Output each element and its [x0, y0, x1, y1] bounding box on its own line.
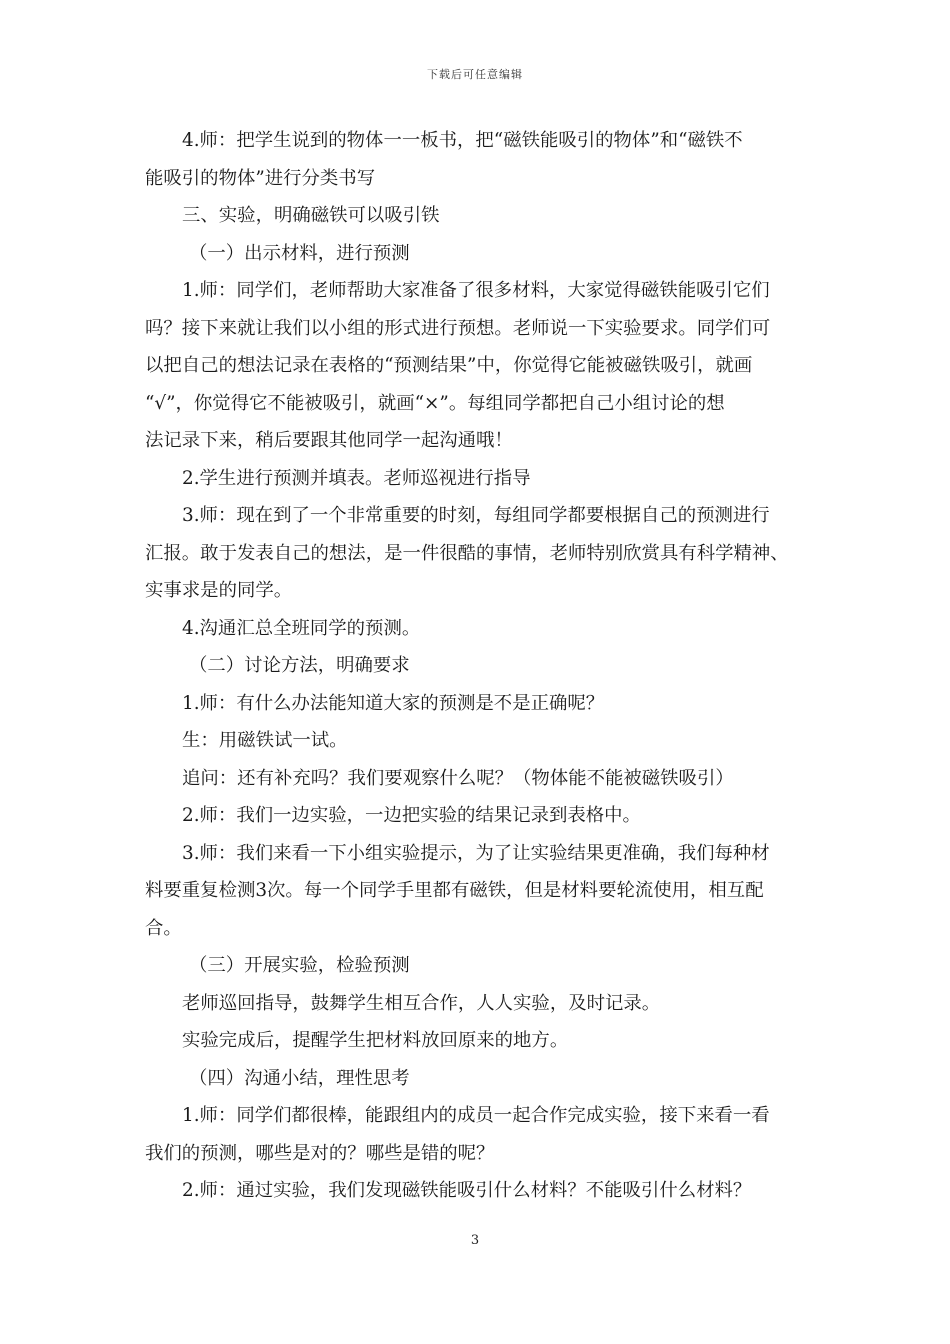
text-line: 追问：还有补充吗？我们要观察什么呢？（物体能不能被磁铁吸引） — [182, 767, 734, 789]
text-line: “√”，你觉得它不能被吸引，就画“×”。每组同学都把自己小组讨论的想 — [145, 392, 725, 414]
text-line: 我们的预测，哪些是对的？哪些是错的呢？ — [145, 1142, 495, 1164]
text-line: 1.师：同学们，老师帮助大家准备了很多材料，大家觉得磁铁能吸引它们 — [182, 280, 770, 301]
document-body — [145, 122, 807, 1210]
text-line: 汇报。敢于发表自己的想法，是一件很酷的事情，老师特别欣赏具有科学精神、 — [145, 542, 789, 564]
text-line: 2.师：通过实验，我们发现磁铁能吸引什么材料？不能吸引什么材料？ — [182, 1180, 752, 1201]
text-line: 3.师：现在到了一个非常重要的时刻，每组同学都要根据自己的预测进行 — [182, 505, 770, 526]
text-line: 吗？接下来就让我们以小组的形式进行预想。老师说一下实验要求。同学们可 — [145, 317, 771, 339]
text-line: 生：用磁铁试一试。 — [182, 730, 348, 751]
text-line: 实验完成后，提醒学生把材料放回原来的地方。 — [182, 1030, 569, 1051]
text-line: 2.学生进行预测并填表。老师巡视进行指导 — [182, 467, 531, 489]
text-line: 老师巡回指导，鼓舞学生相互合作，人人实验，及时记录。 — [182, 992, 661, 1014]
text-line: 料要重复检测3次。每一个同学手里都有磁铁，但是材料要轮流使用，相互配 — [145, 880, 764, 901]
text-line: 法记录下来，稍后要跟其他同学一起沟通哦！ — [145, 430, 513, 451]
text-line: 4.沟通汇总全班同学的预测。 — [182, 617, 421, 639]
text-line: 1.师：同学们都很棒，能跟组内的成员一起合作完成实验，接下来看一看 — [182, 1105, 770, 1126]
text-line: 以把自己的想法记录在表格的“预测结果”中，你觉得它能被磁铁吸引，就画 — [145, 355, 753, 376]
text-line: 3.师：我们来看一下小组实验提示，为了让实验结果更准确，我们每种材 — [182, 842, 770, 864]
text-line: 合。 — [145, 917, 182, 939]
text-line: 三、实验，明确磁铁可以吸引铁 — [182, 205, 440, 226]
page-header: 下载后可任意编辑 — [427, 68, 523, 81]
text-line: 2.师：我们一边实验，一边把实验的结果记录到表格中。 — [182, 805, 641, 826]
text-line: 能吸引的物体”进行分类书写 — [145, 167, 376, 189]
text-line: 1.师：有什么办法能知道大家的预测是不是正确呢？ — [182, 692, 605, 714]
page-number: 3 — [470, 1233, 480, 1248]
text-line: （一）出示材料，进行预测 — [189, 242, 410, 264]
text-line: 4.师：把学生说到的物体一一板书，把“磁铁能吸引的物体”和“磁铁不 — [182, 130, 743, 151]
text-line: （四）沟通小结，理性思考 — [189, 1067, 410, 1089]
text-line: （三）开展实验，检验预测 — [189, 955, 410, 976]
text-line: （二）讨论方法，明确要求 — [189, 655, 410, 676]
text-line: 实事求是的同学。 — [145, 580, 293, 601]
